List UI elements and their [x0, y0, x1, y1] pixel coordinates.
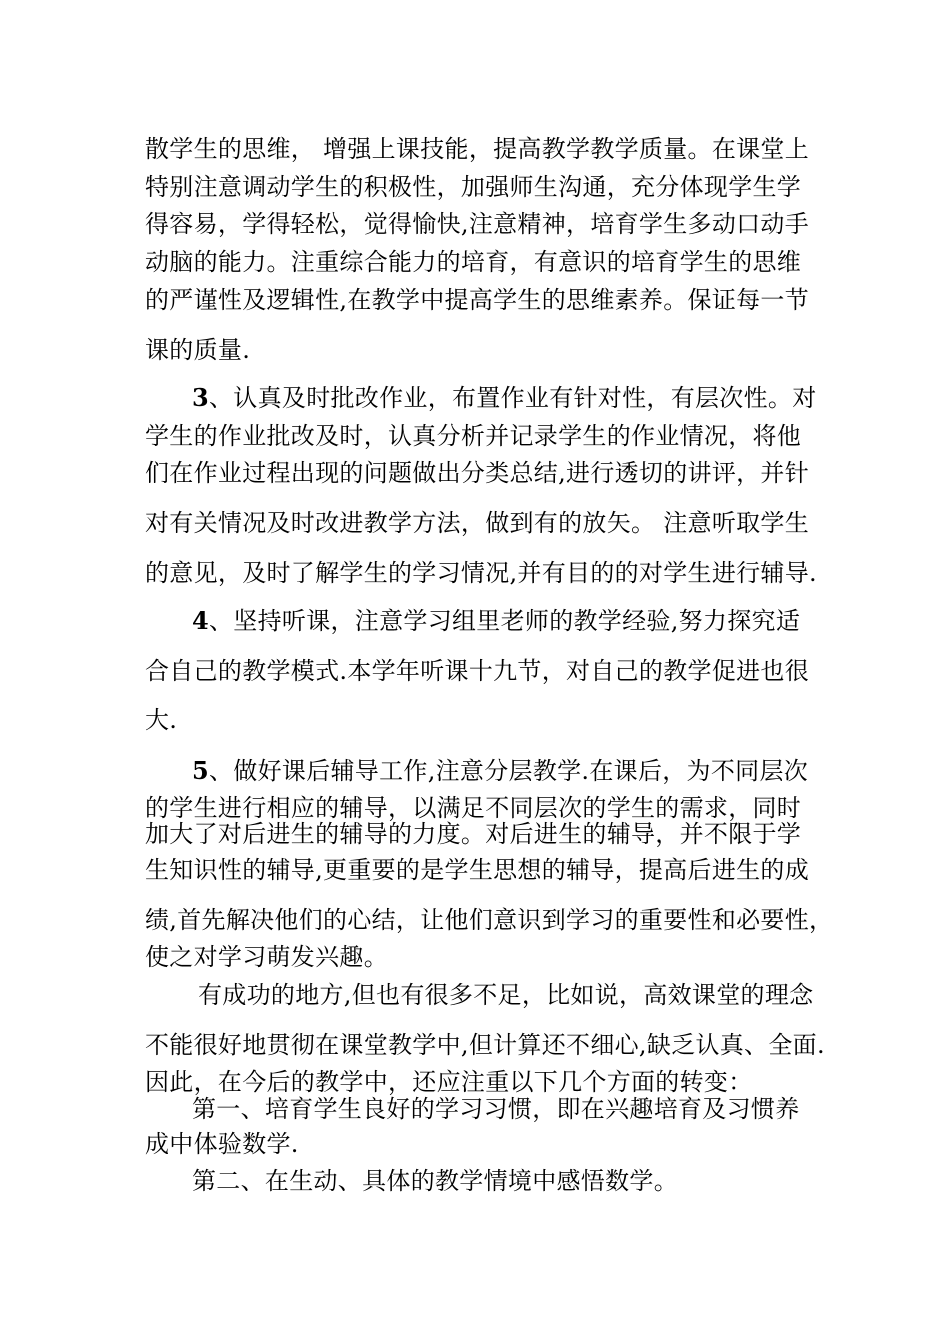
paragraph-line: 因此，在今后的教学中，还应注重以下几个方面的转变：: [145, 1068, 753, 1096]
paragraph-line: 动脑的能力。注重综合能力的培育，有意识的培育学生的思维: [145, 248, 802, 276]
paragraph-line: 的严谨性及逻辑性,在教学中提高学生的思维素养。保证每一节: [145, 286, 810, 314]
paragraph-line: 学生的作业批改及时，认真分析并记录学生的作业情况，将他: [145, 422, 802, 450]
point-2-line: 第二、在生动、具体的教学情境中感悟数学。: [192, 1167, 678, 1195]
paragraph-line: 的学生进行相应的辅导，以满足不同层次的学生的需求，同时: [145, 794, 802, 822]
item-text: 、坚持听课，注意学习组里老师的教学经验,努力探究适: [209, 607, 801, 635]
paragraph-line: 加大了对后进生的辅导的力度。对后进生的辅导，并不限于学: [145, 820, 802, 848]
item-text: 、认真及时批改作业，布置作业有针对性，有层次性。对: [209, 384, 817, 412]
point-1-first-line: 第一、培育学生良好的学习习惯，即在兴趣培育及习惯养: [192, 1095, 800, 1123]
paragraph-line: 合自己的教学模式.本学年听课十九节，对自己的教学促进也很: [145, 657, 810, 685]
paragraph-line: 绩,首先解决他们的心结，让他们意识到学习的重要性和必要性，: [145, 906, 834, 934]
paragraph-line: 生知识性的辅导,更重要的是学生思想的辅导，提高后进生的成: [145, 856, 810, 884]
paragraph-line: 不能很好地贯彻在课堂教学中,但计算还不细心,缺乏认真、全面.: [145, 1031, 825, 1059]
paragraph-line: 大.: [145, 706, 178, 734]
paragraph-line: 使之对学习萌发兴趣。: [145, 943, 388, 971]
item-number: 3: [192, 383, 209, 412]
paragraph-line: 对有关情况及时改进教学方法，做到有的放矢。 注意听取学生: [145, 509, 810, 537]
item-3-first-line: [192, 383, 817, 413]
reflection-first-line: 有成功的地方,但也有很多不足，比如说，高效课堂的理念: [198, 981, 814, 1009]
paragraph-line: 的意见，及时了解学生的学习情况,并有目的的对学生进行辅导.: [145, 559, 817, 587]
item-5-first-line: [192, 756, 808, 786]
item-4-first-line: [192, 606, 800, 636]
paragraph-line: 成中体验数学.: [145, 1130, 299, 1158]
item-number: 5: [192, 756, 209, 785]
paragraph-line: 特别注意调动学生的积极性，加强师生沟通，充分体现学生学: [145, 173, 802, 201]
paragraph-line: 得容易，学得轻松，觉得愉快,注意精神，培育学生多动口动手: [145, 210, 810, 238]
paragraph-line: 课的质量.: [145, 336, 251, 364]
item-text: 、做好课后辅导工作,注意分层教学.在课后，为不同层次: [209, 757, 809, 785]
paragraph-line: 们在作业过程出现的问题做出分类总结,进行透切的讲评，并针: [145, 459, 810, 487]
item-number: 4: [192, 606, 209, 635]
paragraph-line: 散学生的思维， 增强上课技能，提高教学教学质量。在课堂上: [145, 135, 810, 163]
